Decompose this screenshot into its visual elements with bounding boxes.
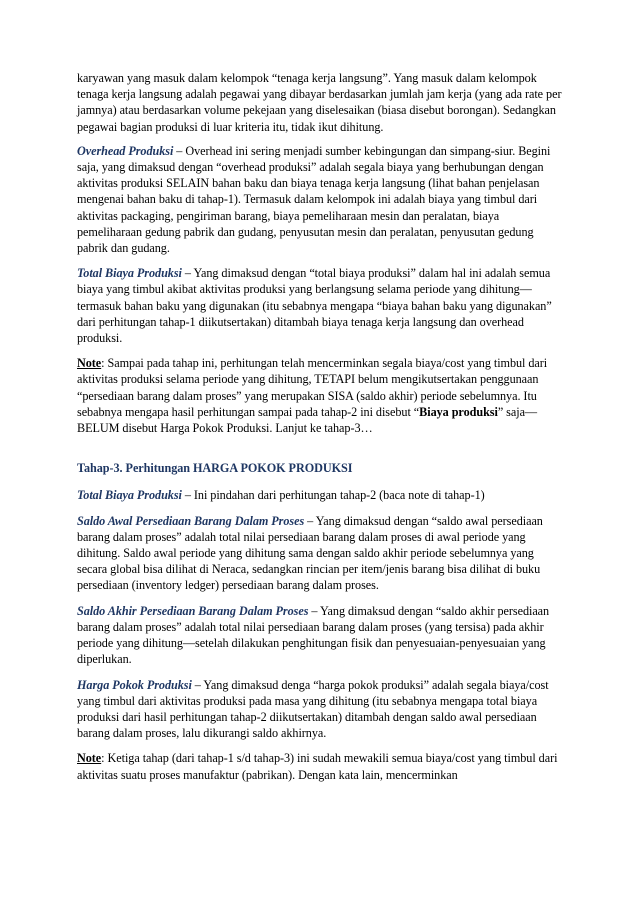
paragraph-text: karyawan yang masuk dalam kelompok “tenaga kerja langsung”. Yang masuk dalam kelompok tenaga kerja langsung adalah pegawai yang dibayar berdasarkan jumlah jam kerja (yang ada rate per jamnya) atau berdasarkan volume pekejaan yang diselesaikan (biasa disebut borongan). Sedangkan pegawai bagian produksi di luar kriteria itu, tidak ikut dihitung. <box>77 71 562 134</box>
term-total-biaya-produksi: Total Biaya Produksi <box>77 488 182 503</box>
paragraph-total-biaya-produksi-pindahan <box>77 487 563 503</box>
term-overhead-produksi: Overhead Produksi <box>77 143 174 158</box>
note-label: Note <box>77 356 102 371</box>
paragraph-text: : Sampai pada tahap ini, perhitungan telah mencerminkan segala biaya/cost yang timbul dari aktivitas produksi selama periode yang dihitung, TETAPI belum mengikutsertakan penggunaan “persediaan barang dalam proses” yang merupakan SISA (saldo akhir) periode sebelumnya. Itu sebabnya mengapa hasil perhitungan sampai pada tahap-2 ini disebut “ <box>77 356 548 419</box>
term-total-biaya-produksi: Total Biaya Produksi <box>77 266 182 281</box>
term-saldo-akhir: Saldo Akhir Persediaan Barang Dalam Proses <box>77 603 309 618</box>
paragraph-harga-pokok-produksi <box>77 677 563 742</box>
note-label: Note <box>77 751 102 766</box>
paragraph-text: : Ketiga tahap (dari tahap-1 s/d tahap-3) ini sudah mewakili semua biaya/cost yang timbul dari aktivitas suatu proses manufaktur (pabrikan). Dengan kata lain, mencerminkan <box>77 751 558 782</box>
document-page <box>77 70 563 792</box>
section-heading-tahap-3: Tahap-3. Perhitungan HARGA POKOK PRODUKSI <box>77 461 353 476</box>
paragraph-overhead-produksi <box>77 143 563 256</box>
paragraph-text: – Yang dimaksud dengan “saldo akhir persediaan barang dalam proses” adalah total nilai persediaan barang dalam proses (yang tersisa) pada akhir periode yang dihitung—setelah dilakukan penghitungan fisik dan penyesuaian-penyesuaian yang diperlukan. <box>77 603 550 667</box>
paragraph-text: – Ini pindahan dari perhitungan tahap-2 (baca note di tahap-1) <box>181 488 485 503</box>
paragraph-tenaga-kerja-langsung <box>77 70 563 135</box>
paragraph-text: – Yang dimaksud denga “harga pokok produksi” adalah segala biaya/cost yang timbul dari aktivitas produksi pada masa yang dihitung (itu sebabnya mengapa total biaya produksi dari hasil perhitungan tahap-2 diikutsertakan) ditambah dengan saldo awal persediaan barang dalam proses, lalu dikurangi saldo akhirnya. <box>77 677 549 741</box>
paragraph-saldo-awal <box>77 513 563 594</box>
paragraph-total-biaya-produksi <box>77 265 563 346</box>
bold-biaya-produksi: Biaya produksi <box>419 404 498 419</box>
paragraph-saldo-akhir <box>77 603 563 668</box>
paragraph-text: – Yang dimaksud dengan “saldo awal persediaan barang dalam proses” adalah total nilai persediaan barang dalam proses di awal periode yang dihitung. Saldo awal periode yang dihitung sama dengan saldo akhir periode sebelumnya yang secara global bisa dilihat di Neraca, sedangkan rincian per item/jenis barang bisa dilihat di buku persediaan (inventory ledger) persediaan barang dalam proses. <box>77 513 543 593</box>
paragraph-note-tahap-3 <box>77 750 563 782</box>
paragraph-text: ” saja—BELUM disebut Harga Pokok Produksi. Lanjut ke tahap-3… <box>77 404 538 436</box>
paragraph-text: – Yang dimaksud dengan “total biaya produksi” dalam hal ini adalah semua biaya yang timbul akibat aktivitas produksi yang berlangsung selama periode yang dihitung—termasuk bahan baku yang digunakan (itu sebabnya mengapa “biaya bahan baku yang digunakan” dari perhitungan tahap-1 diikutsertakan) ditambah biaya tenaga kerja langsung dan overhead produksi. <box>77 266 552 346</box>
term-saldo-awal: Saldo Awal Persediaan Barang Dalam Proses <box>77 513 305 528</box>
paragraph-text: – Overhead ini sering menjadi sumber kebingungan dan simpang-siur. Begini saja, yang dimaksud dengan “overhead produksi” adalah segala biaya yang berhubungan dengan aktivitas produksi SELAIN bahan baku dan biaya tenaga kerja langsung (lihat bahan penjelasan mengenai bahan baku di tahap-1). Termasuk dalam kelompok ini adalah biaya yang timbul dari aktivitas packaging, pengiriman barang, biaya pemeliharaan mesin dan peralatan, biaya pemeliharaan gedung pabrik dan gudang, penyusutan mesin dan peralatan, penyusutan gedung pabrik dan gudang. <box>77 143 551 256</box>
paragraph-note-tahap-2 <box>77 355 563 436</box>
term-harga-pokok-produksi: Harga Pokok Produksi <box>77 677 192 692</box>
